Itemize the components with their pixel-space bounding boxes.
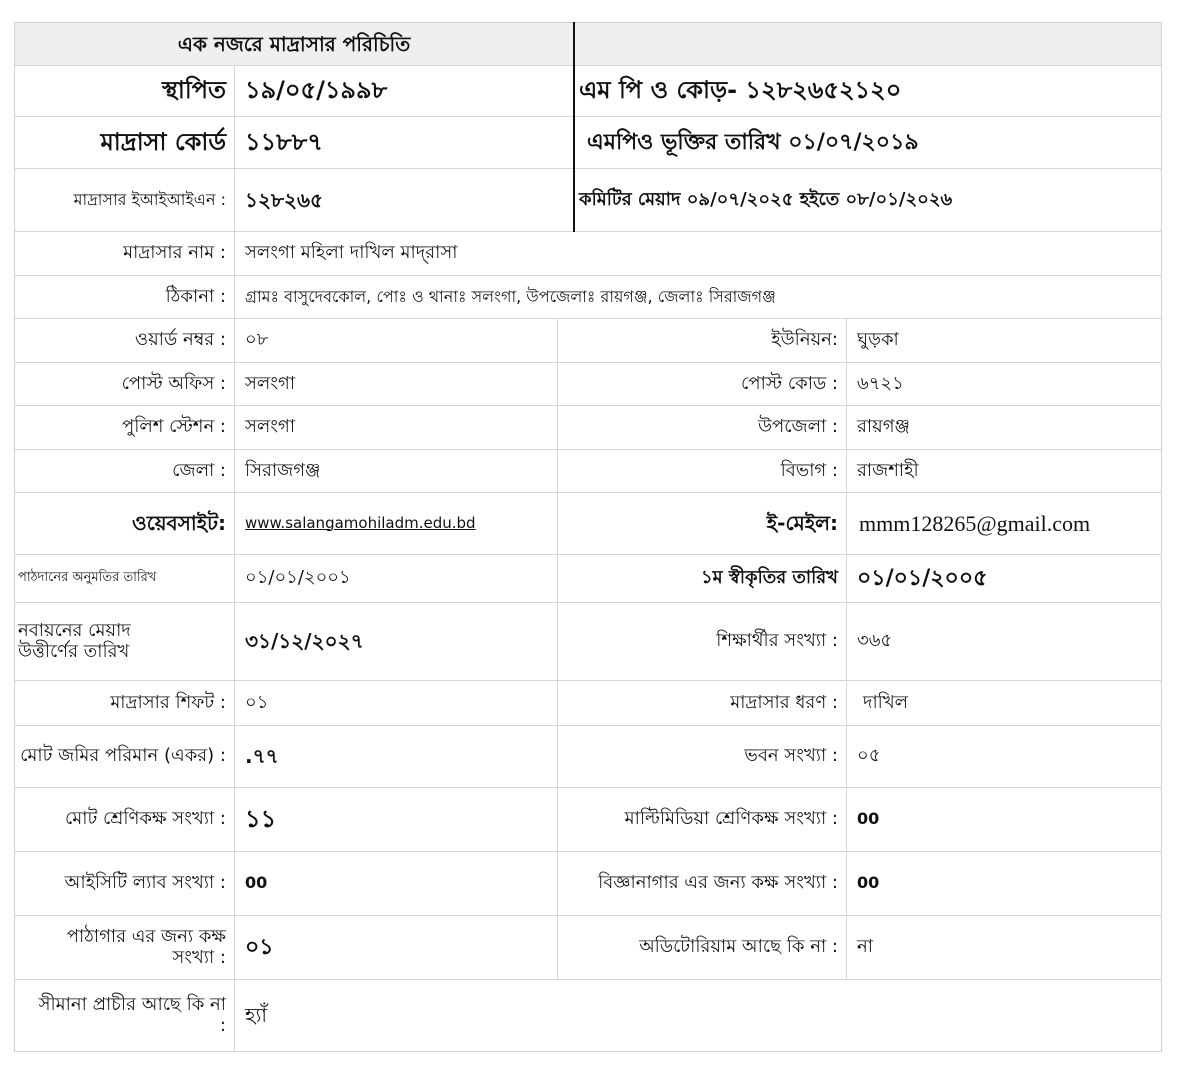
- multimedia-classrooms-label: মাল্টিমিডিয়া শ্রেণিকক্ষ সংখ্যা :: [624, 808, 838, 830]
- eiin-value: ১২৮২৬৫: [245, 187, 323, 212]
- renewal-expiry-value: ৩১/১২/২০২৭: [245, 629, 364, 653]
- district-value: সিরাজগঞ্জ: [245, 459, 321, 481]
- boundary-wall-label: সীমানা প্রাচীর আছে কি না :: [38, 993, 226, 1036]
- multimedia-classrooms-value: 00: [857, 809, 880, 829]
- science-lab-value: 00: [857, 873, 880, 893]
- established-label: স্থাপিত: [161, 76, 226, 105]
- students-value: ৩৬৫: [857, 630, 893, 652]
- upazila-label: উপজেলা :: [758, 416, 838, 438]
- mpo-date: এমপিও ভূক্তির তারিখ ০১/০৭/২০১৯: [587, 129, 919, 155]
- union-value: ঘুড়কা: [857, 329, 899, 351]
- renewal-expiry-label: নবায়নের মেয়াদ উত্তীর্ণের তারিখ: [18, 619, 131, 662]
- committee-tenure: কমিটির মেয়াদ ০৯/০৭/২০২৫ হইতে ০৮/০১/২০২৬: [579, 188, 953, 210]
- mpo-code: এম পি ও কোড়- ১২৮২৬৫২১২০: [579, 76, 902, 105]
- shift-value: ০১: [245, 691, 269, 713]
- madrasa-type-label: মাদ্রাসার ধরণ :: [730, 691, 838, 713]
- post-code-value: ৬৭২১: [857, 372, 904, 394]
- post-office-value: সলংগা: [245, 372, 296, 394]
- district-label: জেলা :: [172, 459, 226, 481]
- ict-lab-label: আইসিটি ল্যাব সংখ্যা :: [64, 872, 226, 894]
- address-label: ঠিকানা :: [165, 285, 226, 307]
- auditorium-label: অডিটোরিয়াম আছে কি না :: [639, 936, 838, 958]
- library-label: পাঠাগার এর জন্য কক্ষ সংখ্যা :: [66, 925, 226, 968]
- land-area-value: .৭৭: [245, 744, 279, 768]
- name-value: সলংগা মহিলা দাখিল মাদ্‌রাসা: [245, 242, 458, 264]
- shift-label: মাদ্রাসার শিফট :: [110, 691, 226, 713]
- union-label: ইউনিয়ন:: [771, 329, 838, 351]
- ward-value: ০৮: [245, 329, 269, 351]
- land-area-label: মোট জমির পরিমান (একর) :: [20, 745, 226, 767]
- madrasa-code-label: মাদ্রাসা কোর্ড: [100, 127, 226, 156]
- boundary-wall-value: হ্যাঁ: [245, 1003, 268, 1027]
- division-value: রাজশাহী: [857, 459, 919, 481]
- website-link[interactable]: [235, 493, 557, 554]
- teaching-permit-value: ০১/০১/২০০১: [245, 567, 351, 589]
- address-value: গ্রামঃ বাসুদেবকোল, পোঃ ও থানাঃ সলংগা, উপজেলাঃ রায়গঞ্জ, জেলাঃ সিরাজগঞ্জ: [245, 286, 776, 306]
- madrasa-code-value: ১১৮৮৭: [245, 127, 323, 156]
- upazila-value: রায়গঞ্জ: [857, 416, 910, 438]
- classrooms-value: ১১: [245, 804, 277, 833]
- auditorium-value: না: [857, 936, 873, 958]
- students-label: শিক্ষার্থীর সংখ্যা :: [716, 630, 838, 652]
- classrooms-label: মোট শ্রেণিকক্ষ সংখ্যা :: [64, 808, 226, 830]
- buildings-value: ০৫: [857, 745, 881, 767]
- science-lab-label: বিজ্ঞানাগার এর জন্য কক্ষ সংখ্যা :: [598, 872, 838, 894]
- established-value: ১৯/০৫/১৯৯৮: [245, 76, 388, 105]
- page-title: এক নজরে মাদ্রাসার পরিচিতি: [177, 31, 411, 56]
- first-recognition-value: ০১/০১/২০০৫: [857, 565, 988, 591]
- ict-lab-value: 00: [245, 873, 268, 893]
- ward-label: ওয়ার্ড নম্বর :: [134, 329, 226, 351]
- first-recognition-label: ১ম স্বীকৃতির তারিখ: [700, 567, 838, 589]
- email-label: ই-মেইল:: [766, 511, 838, 535]
- name-label: মাদ্রাসার নাম :: [123, 242, 226, 264]
- eiin-label: মাদ্রাসার ইআইআইএন :: [73, 189, 226, 209]
- library-value: ০১: [245, 934, 274, 960]
- police-station-value: সলংগা: [245, 416, 296, 438]
- madrasa-type-value: দাখিল: [863, 691, 909, 713]
- teaching-permit-label: পাঠদানের অনুমতির তারিখ: [18, 570, 157, 586]
- division-label: বিভাগ :: [780, 459, 838, 481]
- buildings-label: ভবন সংখ্যা :: [744, 745, 838, 767]
- website-link-text[interactable]: www.salangamohiladm.edu.bd: [245, 513, 476, 532]
- email-value: mmm128265@gmail.com: [859, 510, 1091, 536]
- post-code-label: পোস্ট কোড :: [741, 372, 838, 394]
- post-office-label: পোস্ট অফিস :: [121, 372, 226, 394]
- police-station-label: পুলিশ স্টেশন :: [122, 416, 226, 438]
- website-label: ওয়েবসাইট:: [132, 511, 226, 535]
